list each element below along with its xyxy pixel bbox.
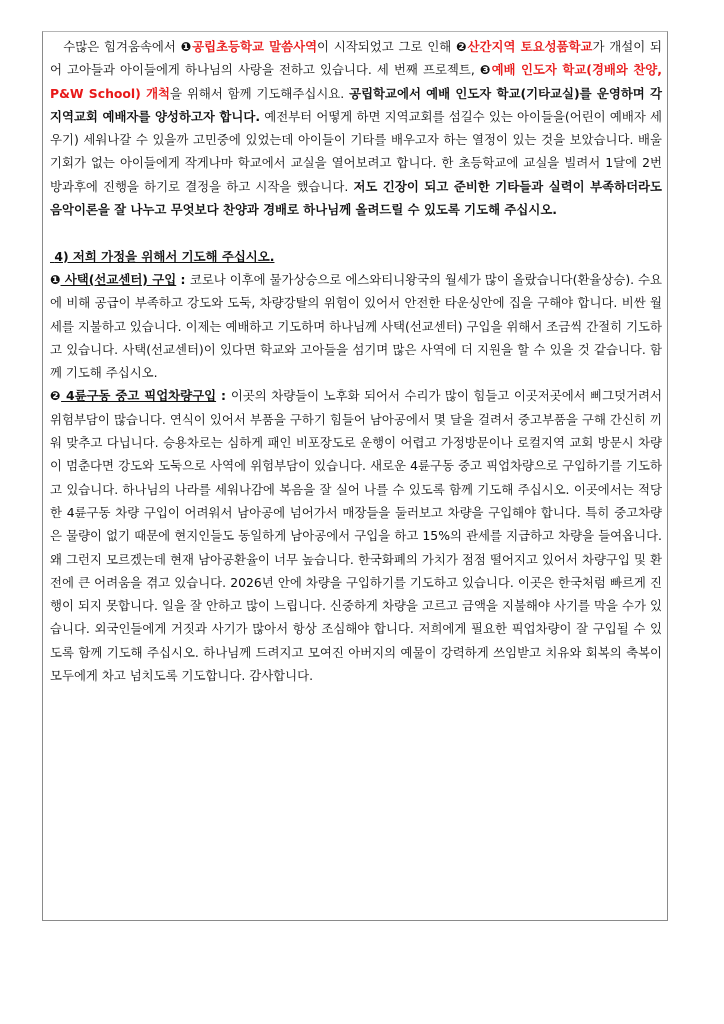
number-marker-1: ❶ [50, 271, 61, 287]
separator: : [176, 271, 190, 287]
text-run: 을 위해서 함께 기도해주십시요. [170, 85, 350, 101]
letter-content [50, 35, 662, 687]
number-marker-2: ❷ [456, 39, 468, 54]
highlight-saturday-school: 산간지역 토요성품학교 [467, 39, 593, 54]
item-body-mission-house: 코로나 이후에 물가상승으로 에스와티니왕국의 월세가 많이 올랐습니다(환율상승). 수요에 비해 공급이 부족하고 강도와 도둑, 차량강탈의 위험이 있어서 안전한 타운싱안에 집을 구해야 합니다. 비싼 월세를 지불하고 있습니다. 이제는 예배하고 기도하며 하나님께 사택(선교센터) 구입을 위해서 조금씩 간절히 기도하고 있습니다. 사택(선교센터)이 있다면 학교와 고아들을 섬기며 많은 사역에 더 지원을 할 수 있을 것 같습니다. 함께 기도해 주십시오. [50, 271, 662, 381]
item-title-mission-house: 사택(선교센터) 구입 [60, 271, 177, 287]
bold-statement-worship-school: 공립학교에서 예배 인도자 학교(기타교실)를 운영하며 각 지역교회 예배자를 양성하고자 합니다. [50, 85, 662, 124]
number-marker-1: ❶ [180, 39, 193, 54]
section-heading-family-prayer [50, 245, 662, 268]
number-marker-2: ❷ [50, 388, 62, 404]
item-body-pickup-truck: 이곳의 차량들이 노후화 되어서 수리가 많이 힘들고 이곳저곳에서 삐그덧거려서 위험부담이 많습니다. 연식이 있어서 부품을 구하기 힘들어 남아공에서 몇 달을 걸려서 중고부품을 구해 간신히 끼워 맞추고 다닙니다. 승용차로는 심하게 패인 비포장도로 운행이 어렵고 가정방문이나 로컬지역 교회 방문시 차량이 멈춘다면 강도와 도둑으로 사역에 위험부담이 있습니다. 새로운 4륜구동 중고 픽업차량으로 구입하기를 기도하고 있습니다. 하나님의 나라를 세워나감에 복음을 잘 실어 나를 수 있도록 함께 기도해 주십시오. 이곳에서는 적당한 4륜구동 차량 구입이 어려워서 남아공에 넘어가서 매장들을 둘러보고 차량을 구입해야 합니다. 특히 중고차량은 물량이 없기 때문에 현지인들도 동일하게 남아공에서 구입을 하고 15%의 관세를 지급하고 차량을 들여옵니다. 왜 그런지 모르겠는데 현재 남아공환율이 너무 높습니다. 한국화폐의 가치가 점점 떨어지고 있어서 차량구입 및 환전에 큰 어려움을 겪고 있습니다. 2026년 안에 차량을 구입하기를 기도하고 있습니다. 이곳은 한국처럼 빠르게 진행이 되지 못합니다. 일을 잘 안하고 많이 느립니다. 신중하게 차량을 고르고 금액을 지불해야 사기를 막을 수가 있습니다. 외국인들에게 거짓과 사기가 많아서 항상 조심해야 합니다. 저희에게 필요한 픽업차량이 잘 구입될 수 있도록 함께 기도해 주십시오. 하나님께 드려지고 모여진 아버지의 예물이 강력하게 쓰임받고 치유와 회복의 축복이 모두에게 차고 넘치도록 기도합니다. 감사합니다. [50, 388, 662, 684]
highlight-worship-leader-school: 예배 인도자 학교(경배와 찬양, P&W School) 개척 [50, 62, 662, 101]
bold-prayer-request-guitar: 저도 긴장이 되고 준비한 기타들과 실력이 부족하더라도 음악이론을 잘 나누고 무엇보다 찬양과 경배로 하나님께 올려드릴 수 있도록 기도해 주십시오. [50, 178, 662, 218]
separator: : [216, 388, 231, 404]
spacer [50, 221, 662, 244]
number-marker-3: ❸ [479, 62, 492, 78]
paragraph-projects [50, 35, 662, 221]
paragraph-pickup-truck [50, 384, 662, 687]
item-title-pickup-truck: 4륜구동 중고 픽업차량구입 [61, 388, 217, 404]
text-run: 가 개설이 되어 고아들과 아이들에게 하나님의 사랑을 전하고 있습니다. 세 번째 프로젝트, [50, 39, 662, 78]
text-run: 수많은 힘겨움속에서 [50, 39, 181, 54]
highlight-public-school-ministry: 공립초등학교 말씀사역 [192, 39, 318, 54]
text-run: 이 시작되었고 그로 인해 [317, 39, 457, 54]
text-run: 예전부터 어떻게 하면 지역교회를 섬길수 있는 아이들을(어린이 예배자 세우기) 세워나갈 수 있을까 고민중에 있었는데 아이들이 기타를 배우고자 하는 열정이 있는 것을 보았습니다. 배울 기회가 없는 아이들에게 작게나마 학교에서 교실을 열어보려고 합니다. 한 초등학교에 교실을 빌려서 1달에 2번 방과후에 진행을 하기로 결정을 하고 시작을 했습니다. [50, 108, 662, 194]
paragraph-mission-house [50, 268, 662, 384]
section-heading-text: 4) 저희 가정을 위해서 기도해 주십시오. [54, 248, 275, 264]
